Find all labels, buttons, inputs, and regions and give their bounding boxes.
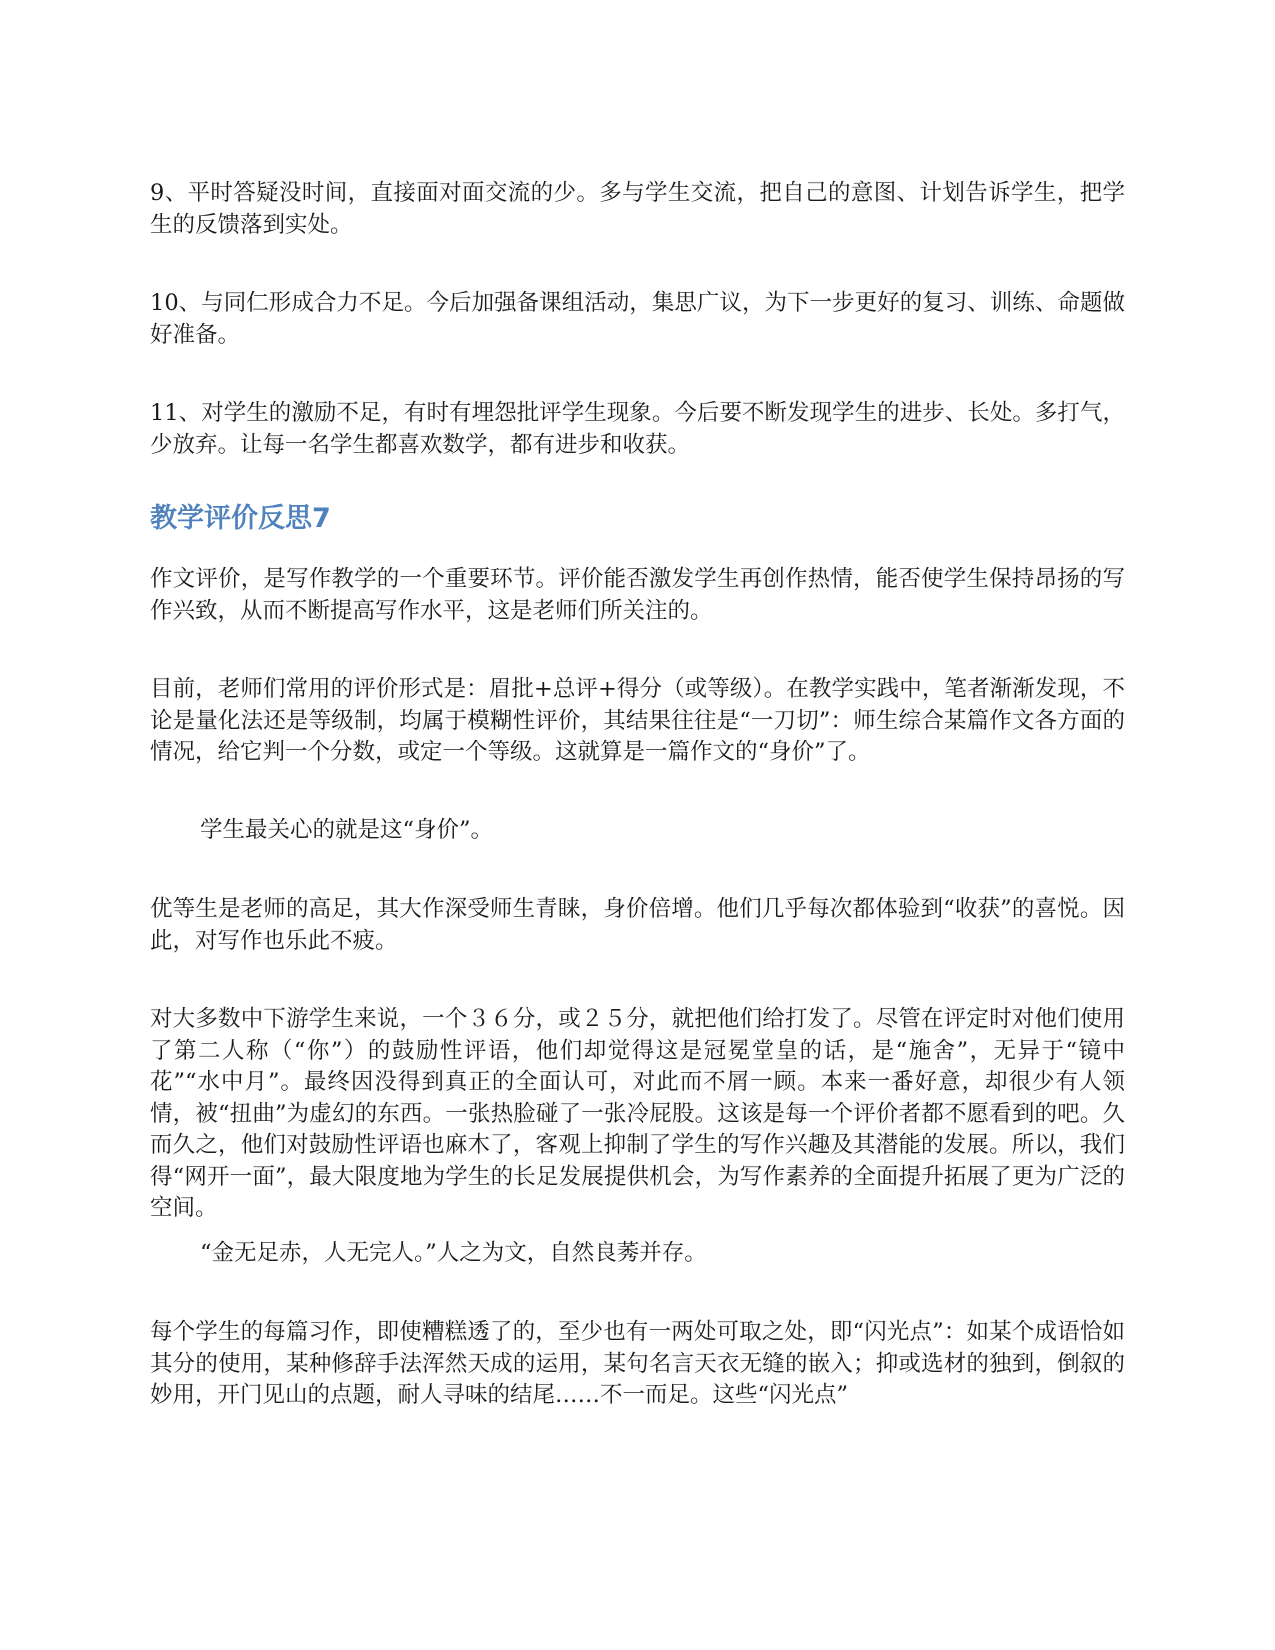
paragraph-essay-evaluation: 作文评价，是写作教学的一个重要环节。评价能否激发学生再创作热情，能否使学生保持昂扬的写作兴致，从而不断提高写作水平，这是老师们所关注的。 [150,566,1125,624]
paragraph-item-9: 9、平时答疑没时间，直接面对面交流的少。多与学生交流，把自己的意图、计划告诉学生，把学生的反馈落到实处。 [150,180,1125,238]
paragraph-top-students: 优等生是老师的高足，其大作深受师生青睐，身价倍增。他们几乎每次都体验到“收获”的喜悦。因此，对写作也乐此不疲。 [150,896,1125,954]
paragraph-item-11: 11、对学生的激励不足，有时有埋怨批评学生现象。今后要不断发现学生的进步、长处。多打气，少放弃。让每一名学生都喜欢数学，都有进步和收获。 [150,400,1125,458]
paragraph-highlights: 每个学生的每篇习作，即使糟糕透了的，至少也有一两处可取之处，即“闪光点”：如某个成语恰如其分的使用，某种修辞手法浑然天成的运用，某句名言天衣无缝的嵌入；抑或选材的独到，倒叙的妙用，开门见山的点题，耐人寻味的结尾……不一而足。这些“闪光点” [150,1319,1125,1408]
paragraph-item-10: 10、与同仁形成合力不足。今后加强备课组活动，集思广议，为下一步更好的复习、训练、命题做好准备。 [150,290,1125,348]
paragraph-average-students: 对大多数中下游学生来说，一个３６分，或２５分，就把他们给打发了。尽管在评定时对他们使用了第二人称（“你”）的鼓励性评语，他们却觉得这是冠冕堂皇的话，是“施舍”，无异于“镜中花”“水中月”。最终因没得到真正的全面认可，对此而不屑一顾。本来一番好意，却很少有人领情，被“扭曲”为虚幻的东西。一张热脸碰了一张冷屁股。这该是每一个评价者都不愿看到的吧。久而久之，他们对鼓励性评语也麻木了，客观上抑制了学生的写作兴趣及其潜能的发展。所以，我们得“网开一面”，最大限度地为学生的长足发展提供机会，为写作素养的全面提升拓展了更为广泛的空间。 [150,1006,1125,1221]
paragraph-proverb: “金无足赤，人无完人。”人之为文，自然良莠并存。 [200,1240,707,1266]
paragraph-student-concern: 学生最关心的就是这“身价”。 [200,817,494,843]
section-heading: 教学评价反思7 [150,503,331,534]
paragraph-evaluation-forms: 目前，老师们常用的评价形式是：眉批+总评+得分（或等级）。在教学实践中，笔者渐渐发现，不论是量化法还是等级制，均属于模糊性评价，其结果往往是“一刀切”：师生综合某篇作文各方面的情况，给它判一个分数，或定一个等级。这就算是一篇作文的“身价”了。 [150,676,1125,765]
